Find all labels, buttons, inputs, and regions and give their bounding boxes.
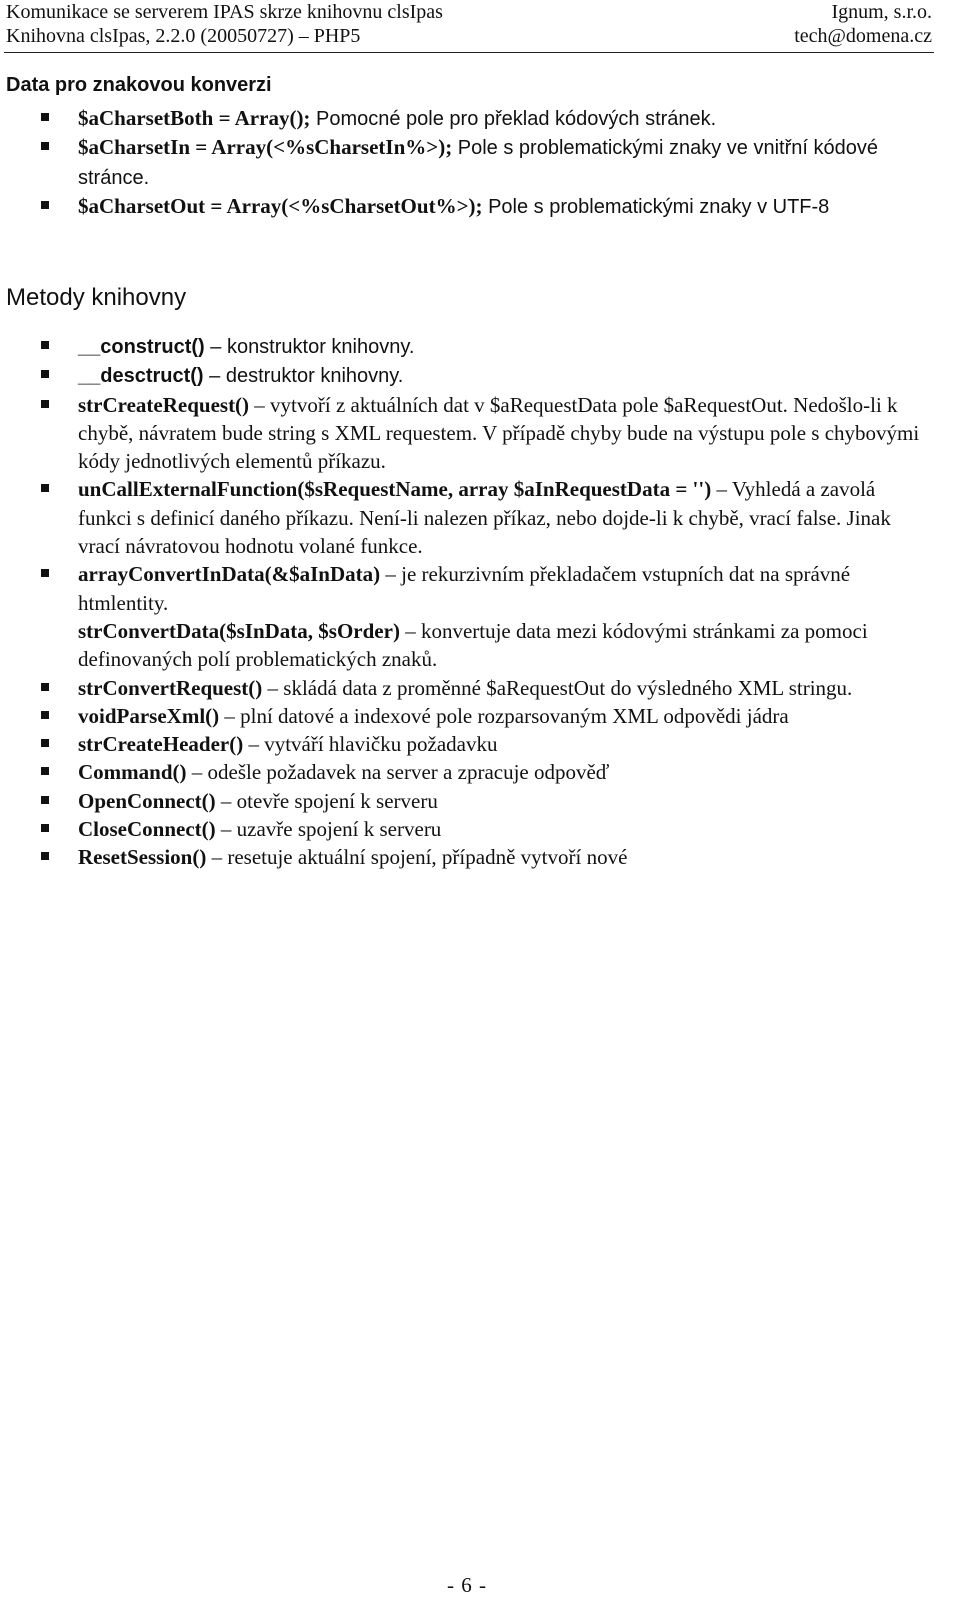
list-item (0, 702, 932, 730)
header-row-2 (6, 24, 932, 48)
item-description: – odešle požadavek na server a zpracuje odpověď (186, 760, 610, 785)
code-name: ResetSession() (78, 845, 207, 870)
header-divider (4, 52, 934, 53)
square-bullet-icon (41, 683, 49, 691)
list-item (0, 758, 932, 786)
item-description: – Vyhledá a zavolá funkci s definicí daného příkazu. Není-li nalezen příkaz, nebo dojde-li k chybě, vrací false. Jinak vrací návratovou hodnotu volané funkce. (78, 477, 891, 559)
list-item (0, 674, 932, 702)
square-bullet-icon (41, 824, 49, 832)
code-name: $aCharsetBoth = Array(); (78, 106, 311, 130)
list-item (0, 815, 932, 843)
code-name: Command() (78, 760, 187, 785)
list-item (0, 560, 932, 617)
item-description: – je rekurzivním překladačem vstupních dat na správné htmlentity. (78, 562, 851, 615)
list-item (0, 192, 932, 221)
section-title-charset: Data pro znakovou konverzi (6, 74, 272, 96)
item-description: Pomocné pole pro překlad kódových stránek. (310, 108, 717, 130)
list-item (0, 475, 932, 560)
library-version: Knihovna clsIpas, 2.2.0 (20050727) – PHP5 (6, 25, 361, 47)
list-item (0, 730, 932, 758)
item-description: – uzavře spojení k serveru (215, 817, 442, 842)
list-item (0, 843, 932, 871)
square-bullet-icon (41, 400, 49, 408)
square-bullet-icon (41, 796, 49, 804)
code-name: unCallExternalFunction($sRequestName, array $aInRequestData = '') (78, 477, 712, 502)
item-description: – konvertuje data mezi kódovými stránkami za pomoci definovaných polí problematických znaků. (78, 618, 868, 672)
square-bullet-icon (41, 370, 49, 378)
code-name: strConvertData($sInData, $sOrder) (78, 618, 400, 643)
square-bullet-icon (41, 852, 49, 860)
square-bullet-icon (41, 341, 49, 349)
square-bullet-icon (41, 711, 49, 719)
section-title-methods: Metody knihovny (6, 284, 187, 311)
list-item (0, 133, 932, 192)
code-name: $aCharsetIn = Array(<%sCharsetIn%>); (78, 135, 453, 160)
square-bullet-icon (41, 201, 49, 209)
square-bullet-icon (41, 142, 49, 150)
item-description: – destruktor knihovny. (203, 365, 404, 388)
list-item (0, 361, 932, 390)
item-description: – resetuje aktuální spojení, případně vytvoří nové (206, 845, 628, 870)
charset-list (0, 104, 932, 221)
continuation-paragraph (0, 617, 932, 674)
item-description: – konstruktor knihovny. (204, 336, 415, 358)
square-bullet-icon (41, 484, 49, 492)
code-name: voidParseXml() (78, 703, 220, 728)
item-description: – otevře spojení k serveru (215, 788, 438, 813)
code-name: __desctruct() (78, 365, 204, 388)
item-description: – skládá data z proměnné $aRequestOut do výsledného XML stringu. (262, 675, 853, 700)
list-item (0, 787, 932, 815)
document-title: Komunikace se serverem IPAS skrze knihovnu clsIpas (6, 1, 443, 23)
code-name: CloseConnect() (78, 817, 216, 842)
item-description: Pole s problematickými znaky v UTF-8 (482, 195, 830, 218)
item-description: – vytvoří z aktuálních dat v $aRequestData pole $aRequestOut. Nedošlo-li k chybě, návratem bude string s XML requestem. V případě chyby bude na výstupu pole s chybovými kódy jednotlivých elementů příkazu. (78, 392, 920, 474)
page-number: - 6 - (447, 1573, 487, 1597)
code-name: $aCharsetOut = Array(<%sCharsetOut%>); (78, 193, 483, 218)
square-bullet-icon (41, 739, 49, 747)
contact-email: tech@domena.cz (794, 25, 932, 47)
header-row-1 (6, 0, 932, 24)
item-description: – plní datové a indexové pole rozparsovaným XML odpovědi jádra (219, 703, 789, 728)
code-name: arrayConvertInData(&$aInData) (78, 562, 381, 587)
code-name: strCreateHeader() (78, 732, 244, 757)
item-description: Pole s problematickými znaky ve vnitřní kódové stránce. (78, 137, 878, 189)
item-description: – vytváří hlavičku požadavku (243, 732, 498, 757)
square-bullet-icon (41, 767, 49, 775)
square-bullet-icon (41, 569, 49, 577)
code-name: __construct() (78, 336, 205, 358)
page-header (6, 0, 932, 48)
code-name: OpenConnect() (78, 788, 216, 813)
square-bullet-icon (41, 113, 49, 121)
list-item (0, 104, 932, 133)
list-item (0, 332, 932, 361)
code-name: strConvertRequest() (78, 675, 263, 700)
company-name: Ignum, s.r.o. (831, 1, 932, 23)
code-name: strCreateRequest() (78, 392, 250, 417)
list-item (0, 391, 932, 476)
methods-list (0, 332, 932, 872)
